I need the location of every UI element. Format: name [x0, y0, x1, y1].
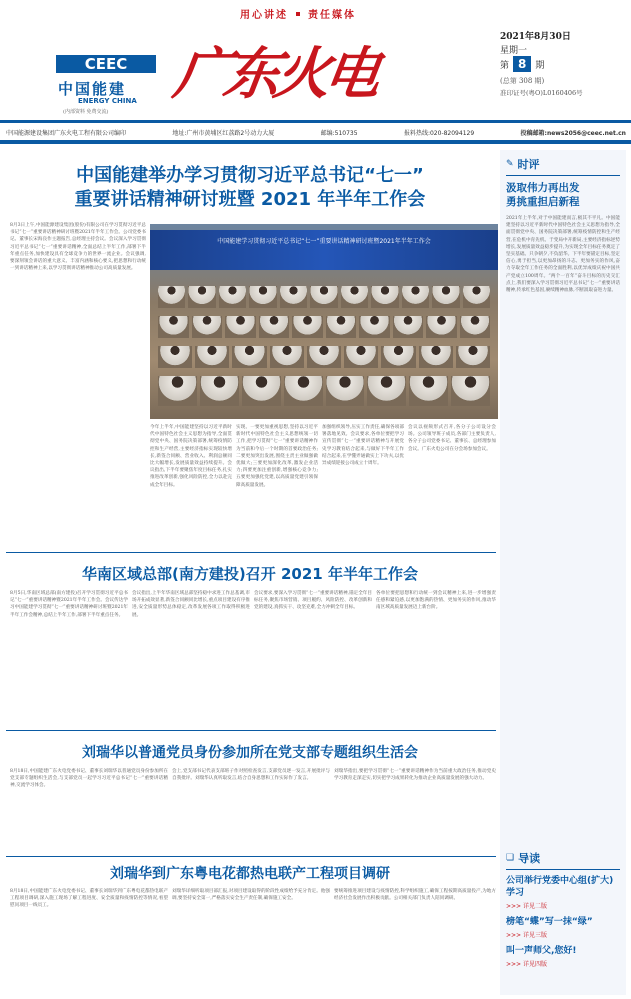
lead-col-1: 8月3日上午,中国能源建设集团(股份)有限公司在学习贯彻习近平总书记“七一”重要讲话精神研讨班暨2021年半年工作会。公司党委书记、董事长宋海良作主题报告,总经理主持会议。会议深入学习贯彻习近平总书记“七一”重要讲话精神,全面总结上半年工作,部署下半年重点任务,加快建设具有全球竞争力的世界一流企业。会议强调,要深刻领会讲话的重大意义、丰富内涵和核心要义,把思想和行动统一到讲话精神上来,以学习贯彻讲话精神推动公司高质量发展。	[10, 223, 146, 272]
slogan-left: 用心讲述	[240, 10, 288, 21]
info-rule	[0, 140, 631, 144]
third-col-3: 刘瑞华指出,要把学习贯彻“七一”重要讲话精神作为当前重大政治任务,推动党史学习教育走深走实,切实把学习成果转化为推动企业高质量发展的强大动力。	[334, 769, 496, 782]
publisher: 中国能源建设集团广东火电工程有限公司编印	[6, 130, 127, 137]
photo-row	[158, 346, 490, 368]
second-headline: 华南区域总部(南方建投)召开 2021 年半年工作会	[82, 565, 418, 583]
slogan-dot	[296, 12, 300, 16]
photo-banner-text: 中国能建学习贯彻习近平总书记“七一”重要讲话精神研讨班暨2021年半年工作会	[217, 238, 431, 245]
commentary-label: 时评	[517, 158, 540, 171]
logo-cn: 中国能建	[58, 80, 127, 98]
lead-col-3: 实现、一要更加重视思想,坚持以习近平新时代中国特色社会主义思想统领一切工作,把学习贯彻“七一”重要讲话精神作为当前和今后一个时期的首要政治任务;二要更加突出发展,围绕主责主业做强做优做大;三要更加深化改革,激发企业活力;四要更加注重创新,增强核心竞争力;五要更加强化党建,以高质量党建引领保障高质量发展。	[236, 425, 318, 488]
ceec-logo-icon	[56, 55, 156, 73]
pen-icon: ✎	[506, 159, 514, 169]
guide-header	[506, 850, 620, 870]
lead-headline-line2: 重要讲话精神研讨班暨 2021 年半年工作会	[74, 189, 426, 210]
issue-info	[500, 30, 625, 58]
guide-label: 导读	[518, 852, 541, 865]
fourth-headline: 刘瑞华到广东粤电花都热电联产工程项目调研	[110, 866, 390, 882]
section-divider	[6, 730, 496, 731]
svg-text:CEEC: CEEC	[84, 55, 128, 73]
section-divider	[6, 552, 496, 553]
second-col-2: 会议指出,上半年华南区域总部坚持稳中求进工作总基调,市场开拓成效显著,新签合同额同比增长,重点项目建设有序推进,安全质量形势总体稳定,改革发展各项工作取得积极进展。	[132, 591, 250, 618]
lead-headline-line1: 中国能建举办学习贯彻习近平总书记“七一”	[76, 165, 424, 186]
total-issue: (总第 308 期)	[500, 77, 545, 85]
section-divider	[6, 856, 496, 857]
third-col-2: 会上,党支部书记代表支部班子作对照检查发言,支部党员逐一发言,开展批评与自我批评。刘瑞华认真听取发言,结合自身思想和工作实际作了发言。	[172, 769, 330, 782]
fourth-col-1: 8月18日,中国能建广东火电党委书记、董事长刘瑞华到广东粤电花都热电联产工程项目调研,深入施工现场了解工程进度、安全质量和疫情防控等情况,看望慰问项目一线员工。	[10, 889, 168, 909]
lead-headline	[10, 164, 490, 212]
slogan	[240, 6, 356, 21]
nameplate: 广东火电	[169, 41, 380, 107]
photo-row	[158, 316, 490, 338]
hotline: 报料热线:020-82094129	[403, 130, 475, 137]
photo-row	[158, 376, 490, 406]
third-col-1: 8月18日,中国能建广东火电党委书记、董事长刘瑞华以普通党员身份参加所在党支部专题组织生活会,与支部党员一起学习习近平总书记“七一”重要讲话精神,交流学习体会。	[10, 769, 168, 789]
sidebar-commentary	[500, 150, 626, 855]
guide-link-2[interactable]	[506, 930, 620, 939]
fourth-col-2: 刘瑞华详细听取项目部汇报,对项目建设取得的阶段性成绩给予充分肯定。他强调,要坚持安全第一,严格落实安全生产责任制,确保施工安全。	[172, 889, 330, 902]
guide-link-2-text: 详见三版	[523, 932, 548, 939]
third-headline: 刘瑞华以普通党员身份参加所在党支部专题组织生活会	[82, 745, 418, 761]
commentary-header	[506, 156, 620, 176]
slogan-right: 责任媒体	[308, 10, 356, 21]
guide-link-3[interactable]	[506, 959, 620, 968]
guide-item-1[interactable]: 公司举行党委中心组(扩大)学习	[506, 876, 614, 898]
sidebar-guide	[506, 850, 620, 974]
arrow-icon: >>>	[506, 903, 523, 910]
arrow-icon: >>>	[506, 961, 523, 968]
book-icon: ❏	[506, 853, 515, 863]
masthead	[0, 0, 631, 122]
fourth-col-3: 要统筹推进项目建设与疫情防控,科学组织施工,确保工程按期高质量投产,为地方经济社会发展作出积极贡献。公司相关部门负责人陪同调研。	[334, 889, 496, 902]
second-col-1: 8月5日,华南区域总部(南方建投)召开学习贯彻习近平总书记“七一”重要讲话精神暨2021年半年工作会。会议传达学习中国能建学习贯彻“七一”重要讲话精神研讨班暨2021年半年工作会精神,总结上半年工作,部署下半年重点任务。	[10, 591, 128, 618]
issue-date: 2021年8月30日	[500, 32, 571, 42]
issue-number: 8	[513, 56, 531, 72]
issue-suffix: 期	[535, 60, 545, 71]
guide-item-2[interactable]: 榜笔“蝶”写一抹“绿”	[506, 917, 593, 927]
photo-row	[158, 286, 490, 308]
commentary-title-1: 汲取伟力再出发	[506, 182, 580, 194]
lead-col-4: 加强组织领导,压实工作责任,确保各项部署落地见效。会议要求,各单位要把学习宣传贯彻“七一”重要讲话精神与开展党史学习教育结合起来,与做好下半年工作结合起来,在学懂弄通做实上下功夫,以优异成绩迎接公司成立十周年。	[322, 425, 404, 467]
permit-number: 准印证号(粤O)L0160406号	[500, 89, 583, 97]
issue-number-box	[500, 56, 544, 72]
lead-photo	[150, 224, 498, 419]
issue-weekday: 星期一	[500, 46, 528, 56]
logo-sub: (内部资料 免费交流)	[63, 109, 109, 115]
masthead-rule	[0, 120, 631, 123]
guide-link-3-text: 详见四版	[523, 961, 548, 968]
postcode: 邮编:510735	[320, 130, 358, 137]
logo-en: ENERGY CHINA	[78, 97, 137, 105]
arrow-icon: >>>	[506, 932, 523, 939]
sidebar	[500, 150, 626, 995]
email: 投稿邮箱:news2056@ceec.net.cn	[520, 130, 626, 137]
issue-prefix: 第	[500, 60, 510, 71]
info-bar	[6, 128, 626, 137]
commentary-body: 2021年上半年,对于中国能建而言,极其不平凡。中国能建坚持以习近平新时代中国特色社会主义思想为指导,全面贯彻党中央、国务院决策部署,统筹疫情防控和生产经营,在危机中育先机、于变局中开新局,主要经济指标逆势增长,发展质量效益稳步提升,为实现全年目标任务奠定了坚实基础。只争朝夕,不负韶华。下半年要锚定目标,坚定信心,勇于担当,以更加昂扬的斗志、更加务实的作风,奋力夺取全年工作任务的全面胜利,以优异成绩庆祝中国共产党成立100周年。“两个一百年”奋斗目标的历史交汇点上,我们要深入学习贯彻习近平总书记“七一”重要讲话精神,传承红色基因,赓续精神血脉,不断汲取奋进力量。	[506, 216, 620, 294]
commentary-title-2: 勇挑重担启新程	[506, 196, 580, 208]
second-col-3: 会议要求,要深入学习贯彻“七一”重要讲话精神,锚定全年目标任务,聚焦市场营销、项目履约、风险防控、改革创新和党的建设,真抓实干、攻坚克难,全力冲刺全年目标。	[254, 591, 372, 611]
lead-col-2: 今年上半年,中国能建坚持以习近平新时代中国特色社会主义思想为指导,全面贯彻党中央、国务院决策部署,统筹疫情防控和生产经营,主要经济指标实现较快增长,新签合同额、营业收入、利润总额同比大幅增长,发展质量效益持续提升。会议指出,下半年要聚焦年度目标任务,扎实推进改革创新,强化风险防控,全力以赴完成全年目标。	[150, 425, 232, 488]
guide-link-1-text: 详见二版	[523, 903, 548, 910]
address: 地址:广州市黄埔区红荔路2号动力大厦	[172, 130, 275, 137]
lead-col-5: 会议以视频形式召开,各分子公司设分会场。公司领导班子成员,各部门主要负责人,各分子公司党委书记、董事长、总经理参加会议。广东火电公司在分会场参加会议。	[408, 425, 496, 452]
guide-link-1[interactable]	[506, 901, 620, 910]
second-col-4: 各单位要把思想和行动统一到会议精神上来,进一步增强责任感和紧迫感,以更加饱满的热情、更加务实的作风,推动华南区域高质量发展迈上新台阶。	[376, 591, 496, 611]
guide-item-3[interactable]: 叫一声师父,您好!	[506, 946, 577, 956]
